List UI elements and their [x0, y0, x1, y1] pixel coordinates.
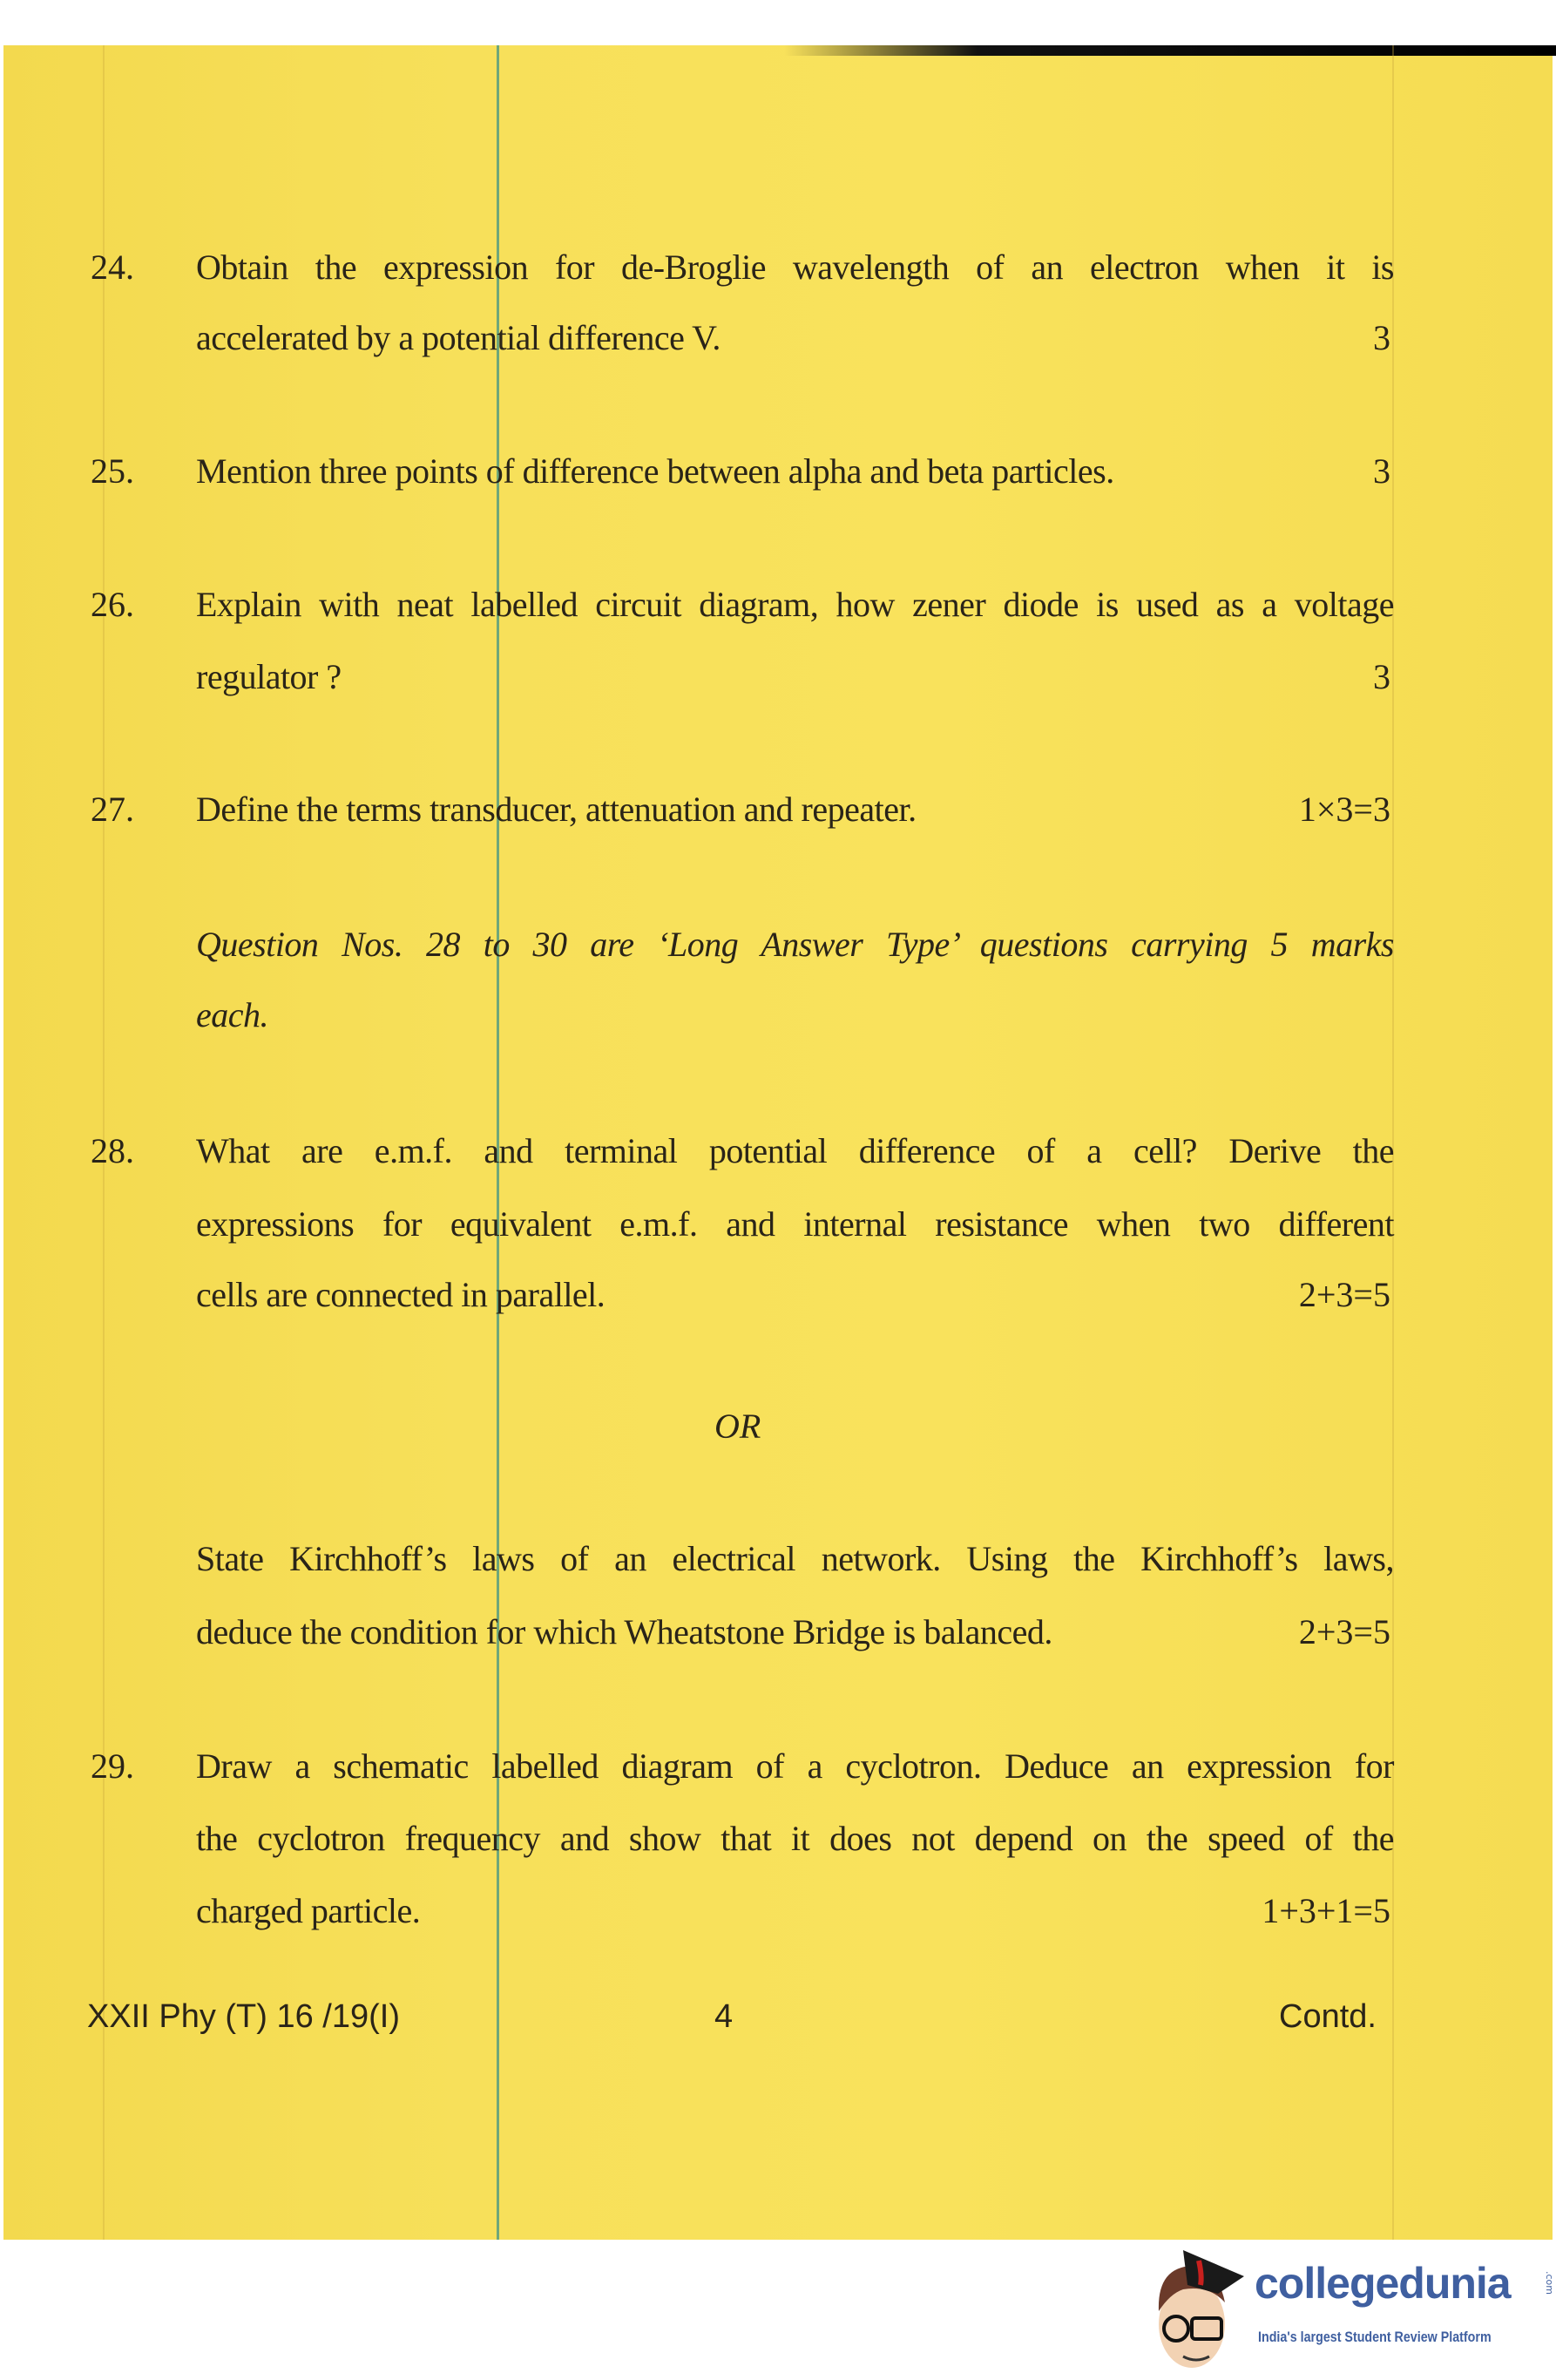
question-text: Define the terms transducer, attenuation and repeater. [196, 790, 917, 829]
question-text: accelerated by a potential difference V. [196, 318, 720, 357]
question-text: cells are connected in parallel. [196, 1275, 605, 1314]
question-text: regulator ? [196, 657, 342, 696]
continued-label: Contd. [1279, 1998, 1377, 2035]
question-text: What are e.m.f. and terminal potential difference of a cell? Derive the [196, 1131, 1394, 1170]
question-text: Draw a schematic labelled diagram of a cyclotron. Deduce an expression for [196, 1746, 1394, 1786]
question-marks: 2+3=5 [1298, 1275, 1390, 1314]
question-text: Mention three points of difference between alpha and beta particles. [196, 451, 1114, 491]
question-marks: 3 [1373, 318, 1390, 357]
question-number: 28. [91, 1131, 134, 1170]
question-text: State Kirchhoff’s laws of an electrical network. Using the Kirchhoff’s laws, [196, 1539, 1394, 1578]
question-number: 25. [91, 451, 134, 491]
section-instruction: Question Nos. 28 to 30 are ‘Long Answer Type’ questions carrying 5 marks [196, 925, 1394, 964]
brand-name: collegedunia [1255, 2259, 1511, 2308]
mascot-icon [1148, 2241, 1253, 2376]
question-marks: 3 [1373, 657, 1390, 696]
collegedunia-logo [1148, 2241, 1253, 2376]
question-text: the cyclotron frequency and show that it does not depend on the speed of the [196, 1819, 1394, 1858]
question-text: deduce the condition for which Wheatstone Bridge is balanced. [196, 1612, 1052, 1651]
scan-edge-shadow [784, 45, 1556, 56]
question-text: Explain with neat labelled circuit diagram, how zener diode is used as a voltage [196, 585, 1394, 624]
question-text: charged particle. [196, 1891, 421, 1930]
question-text: expressions for equivalent e.m.f. and internal resistance when two different [196, 1204, 1394, 1244]
question-marks: 3 [1373, 451, 1390, 491]
section-instruction: each. [196, 995, 269, 1034]
or-separator: OR [714, 1407, 761, 1446]
brand-domain: .com [1544, 2271, 1555, 2295]
question-text: Obtain the expression for de-Broglie wavelength of an electron when it is [196, 247, 1394, 287]
page-number: 4 [714, 1998, 734, 2035]
question-marks: 1+3+1=5 [1262, 1891, 1390, 1930]
question-number: 29. [91, 1746, 134, 1786]
brand-tagline: India's largest Student Review Platform [1258, 2329, 1492, 2345]
question-number: 26. [91, 585, 134, 624]
question-number: 27. [91, 790, 134, 829]
paper-code: XXII Phy (T) 16 /19(I) [87, 1998, 400, 2035]
question-marks: 2+3=5 [1298, 1612, 1390, 1651]
question-marks: 1×3=3 [1298, 790, 1390, 829]
question-number: 24. [91, 247, 134, 287]
